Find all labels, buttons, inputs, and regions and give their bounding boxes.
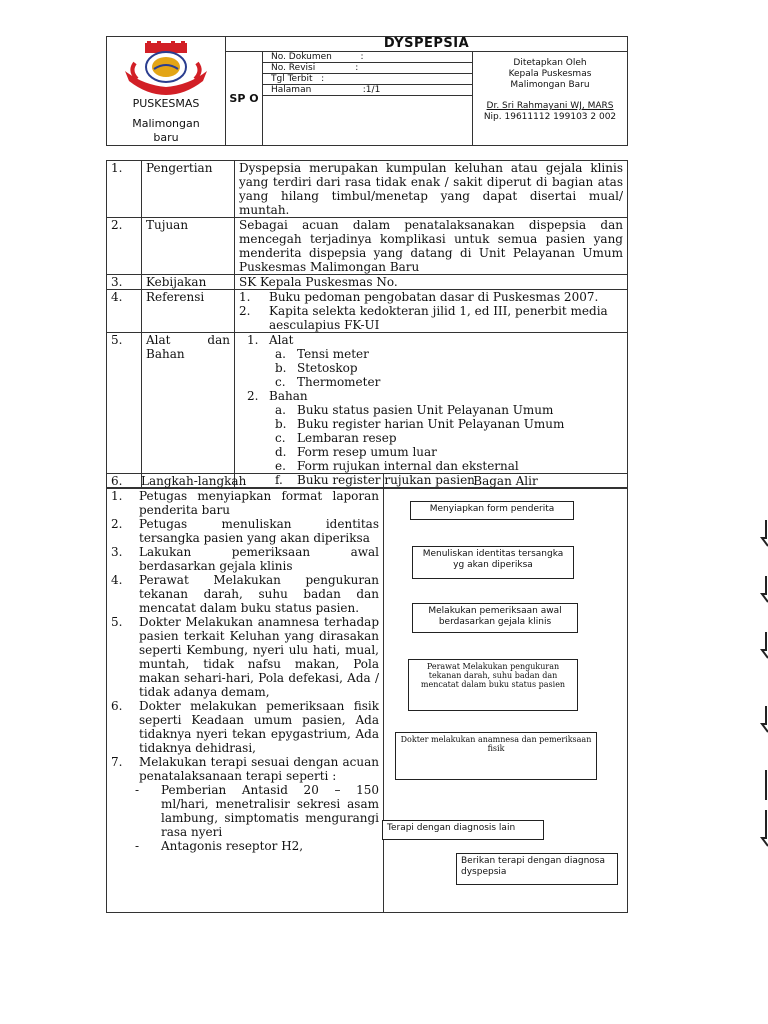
step-item [111, 517, 379, 545]
item-text: Stetoskop [297, 361, 358, 375]
meta-tgl-terbit: Tgl Terbit : [263, 74, 472, 85]
step-text: Petugas menuliskan identitas tersangka pasien yang akan diperiksa [139, 517, 379, 545]
steps-header [107, 474, 384, 489]
item-num: d. [275, 445, 287, 459]
item-num: f. [275, 473, 283, 487]
puskesmas-logo-icon [123, 41, 209, 95]
item-text: Buku status pasien Unit Pelayanan Umum [297, 403, 554, 417]
item-text: Form rujukan internal dan eksternal [297, 459, 519, 473]
sign-line1: Ditetapkan Oleh [513, 58, 587, 68]
dash-text: Pemberian Antasid 20 – 150 ml/hari, menetralisir sekresi asam lambung, simptomatis mengurangi rasa nyeri [161, 783, 379, 839]
section-label: Kebijakan [142, 275, 235, 290]
section-num: 5. [107, 333, 142, 488]
flow-box-3: Melakukan pemeriksaan awal berdasarkan gejala klinis [412, 603, 578, 633]
item-num: a. [275, 403, 286, 417]
item-num: e. [275, 459, 286, 473]
flow-box-1: Menyiapkan form penderita [410, 501, 574, 520]
alat-list [235, 333, 628, 488]
item-text: Lembaran resep [297, 431, 397, 445]
flow-box-6: Terapi dengan diagnosis lain [382, 820, 544, 840]
step-item [111, 615, 379, 699]
step-text: Lakukan pemeriksaan awal berdasarkan gejala klinis [139, 545, 379, 573]
sign-spacer [473, 91, 627, 101]
procedure-table [106, 160, 628, 488]
dash-mark: - [135, 783, 140, 797]
step-num: 6. [111, 699, 123, 713]
meta-spacer [263, 96, 472, 132]
section-text: SK Kepala Puskesmas No. [235, 275, 628, 290]
step-text: Perawat Melakukan pengukuran tekanan darah, suhu badan dan mencatat dalam buku status pasien. [139, 573, 379, 615]
list-item [275, 361, 623, 375]
list-item [275, 459, 623, 473]
list-item [275, 403, 623, 417]
flow-box-7: Berikan terapi dengan diagnosa dyspepsia [456, 853, 618, 885]
item-num: b. [275, 417, 287, 431]
item-num: 2. [239, 304, 251, 318]
dash-mark: - [135, 839, 140, 853]
step-num: 2. [111, 517, 123, 531]
item-text: Alat [269, 333, 294, 347]
list-item [275, 431, 623, 445]
section-num: 3. [107, 275, 142, 290]
step-num: 1. [111, 489, 123, 503]
item-text: Buku pedoman pengobatan dasar di Puskesmas 2007. [269, 290, 599, 304]
steps-heading [111, 474, 379, 488]
item-num: c. [275, 375, 286, 389]
step-num: 4. [111, 573, 123, 587]
step-num: 3. [111, 545, 123, 559]
item-text: Kapita selekta kedokteran jilid 1, ed III, penerbit media aesculapius FK-UI [269, 304, 608, 332]
steps-header-row [107, 474, 628, 489]
item-text: Tensi meter [297, 347, 369, 361]
header-table [106, 36, 628, 146]
item-num: a. [275, 347, 286, 361]
step-num: 7. [111, 755, 123, 769]
item-num: b. [275, 361, 287, 375]
section-alat-bahan [107, 333, 628, 488]
section-pengertian [107, 161, 628, 218]
item-text: Buku register harian Unit Pelayanan Umum [297, 417, 565, 431]
section-label: Langkah-langkah [141, 474, 247, 488]
dash-text: Antagonis reseptor H2, [161, 839, 304, 853]
section-num: 2. [107, 218, 142, 275]
list-item [275, 347, 623, 361]
referensi-list [235, 290, 628, 333]
meta-halaman: Halaman :1/1 [263, 85, 472, 96]
sign-nip: Nip. 19611112 199103 2 002 [483, 112, 617, 122]
item-text: Bahan [269, 389, 308, 403]
item-num: 1. [247, 333, 259, 347]
flow-box-5: Dokter melakukan anamnesa dan pemeriksaan fisik [395, 732, 597, 780]
cropped-arrows-icon [760, 520, 768, 850]
section-kebijakan [107, 275, 628, 290]
section-num: 4. [107, 290, 142, 333]
sign-line2: Kepala Puskesmas [508, 69, 592, 79]
step-item [111, 489, 379, 517]
group-bahan [247, 389, 623, 403]
list-item [275, 445, 623, 459]
org-name: PUSKESMAS [132, 97, 200, 110]
meta-no-revisi: No. Revisi : [263, 63, 472, 74]
step-text: Melakukan terapi sesuai dengan acuan penatalaksanaan terapi seperti : [139, 755, 379, 783]
list-item [239, 304, 623, 332]
section-referensi [107, 290, 628, 333]
list-item [275, 417, 623, 431]
section-label: Tujuan [142, 218, 235, 275]
item-num: c. [275, 431, 286, 445]
step-item [111, 573, 379, 615]
alat-sublist [247, 347, 623, 389]
meta-no-dokumen: No. Dokumen : [263, 52, 472, 63]
spo-label [226, 52, 263, 146]
section-text: Dyspepsia merupakan kumpulan keluhan atau gejala klinis yang terdiri dari rasa tidak enak / sakit diperut di bagian atas yang hilang timbul/menetap yang dapat disertai mual/ muntah. [235, 161, 628, 218]
dash-item [111, 783, 379, 839]
meta-cell [263, 52, 473, 146]
section-num: 6. [111, 474, 123, 488]
step-item [111, 755, 379, 783]
item-num: 2. [247, 389, 259, 403]
document-title: DYSPEPSIA [226, 37, 628, 52]
logo-cell [107, 37, 226, 146]
org-place: Malimongan baru [132, 117, 200, 144]
section-num: 1. [107, 161, 142, 218]
section-label: Referensi [142, 290, 235, 333]
item-text: Buku register rujukan pasien [297, 473, 475, 487]
flow-box-4: Perawat Melakukan pengukuran tekanan darah, suhu badan dan mencatat dalam buku status pasien [408, 659, 578, 711]
section-text: Sebagai acuan dalam penatalaksanakan dispepsia dan mencegah terjadinya komplikasi untuk semua pasien yang menderita dispepsia yang datang di Unit Pelayanan Umum Puskesmas Malimongan Baru [235, 218, 628, 275]
sign-cell [473, 52, 628, 146]
step-item [111, 545, 379, 573]
step-text: Dokter Melakukan anamnesa terhadap pasien terkait Keluhan yang dirasakan seperti Kembung, nyeri ulu hati, mual, muntah, tidak nafsu makan, Pola makan sehari-hari, Pola defekasi, Ada / tidak adanya demam, [139, 615, 379, 699]
dash-item [111, 839, 379, 853]
section-label: Pengertian [142, 161, 235, 218]
sign-name: Dr. Sri Rahmayani WJ, MARS [486, 101, 614, 111]
step-item [111, 699, 379, 755]
item-text: Thermometer [297, 375, 381, 389]
section-tujuan [107, 218, 628, 275]
bagan-alir-title: Bagan Alir [384, 474, 628, 489]
section-label: Alat dan Bahan [142, 333, 235, 488]
group-alat [247, 333, 623, 347]
spo-text: SP O [229, 91, 259, 105]
list-item [275, 375, 623, 389]
list-item [239, 290, 623, 304]
step-text: Dokter melakukan pemeriksaan fisik seperti Keadaan umum pasien, Ada tidaknya nyeri tekan epygastrium, Ada tidaknya dehidrasi, [139, 699, 379, 755]
item-num: 1. [239, 290, 251, 304]
step-text: Petugas menyiapkan format laporan penderita baru [139, 489, 379, 517]
step-num: 5. [111, 615, 123, 629]
sign-line3: Malimongan Baru [510, 80, 590, 90]
item-text: Form resep umum luar [297, 445, 437, 459]
flow-box-2: Menuliskan identitas tersangka yg akan diperiksa [412, 546, 574, 579]
steps-list [107, 489, 384, 913]
